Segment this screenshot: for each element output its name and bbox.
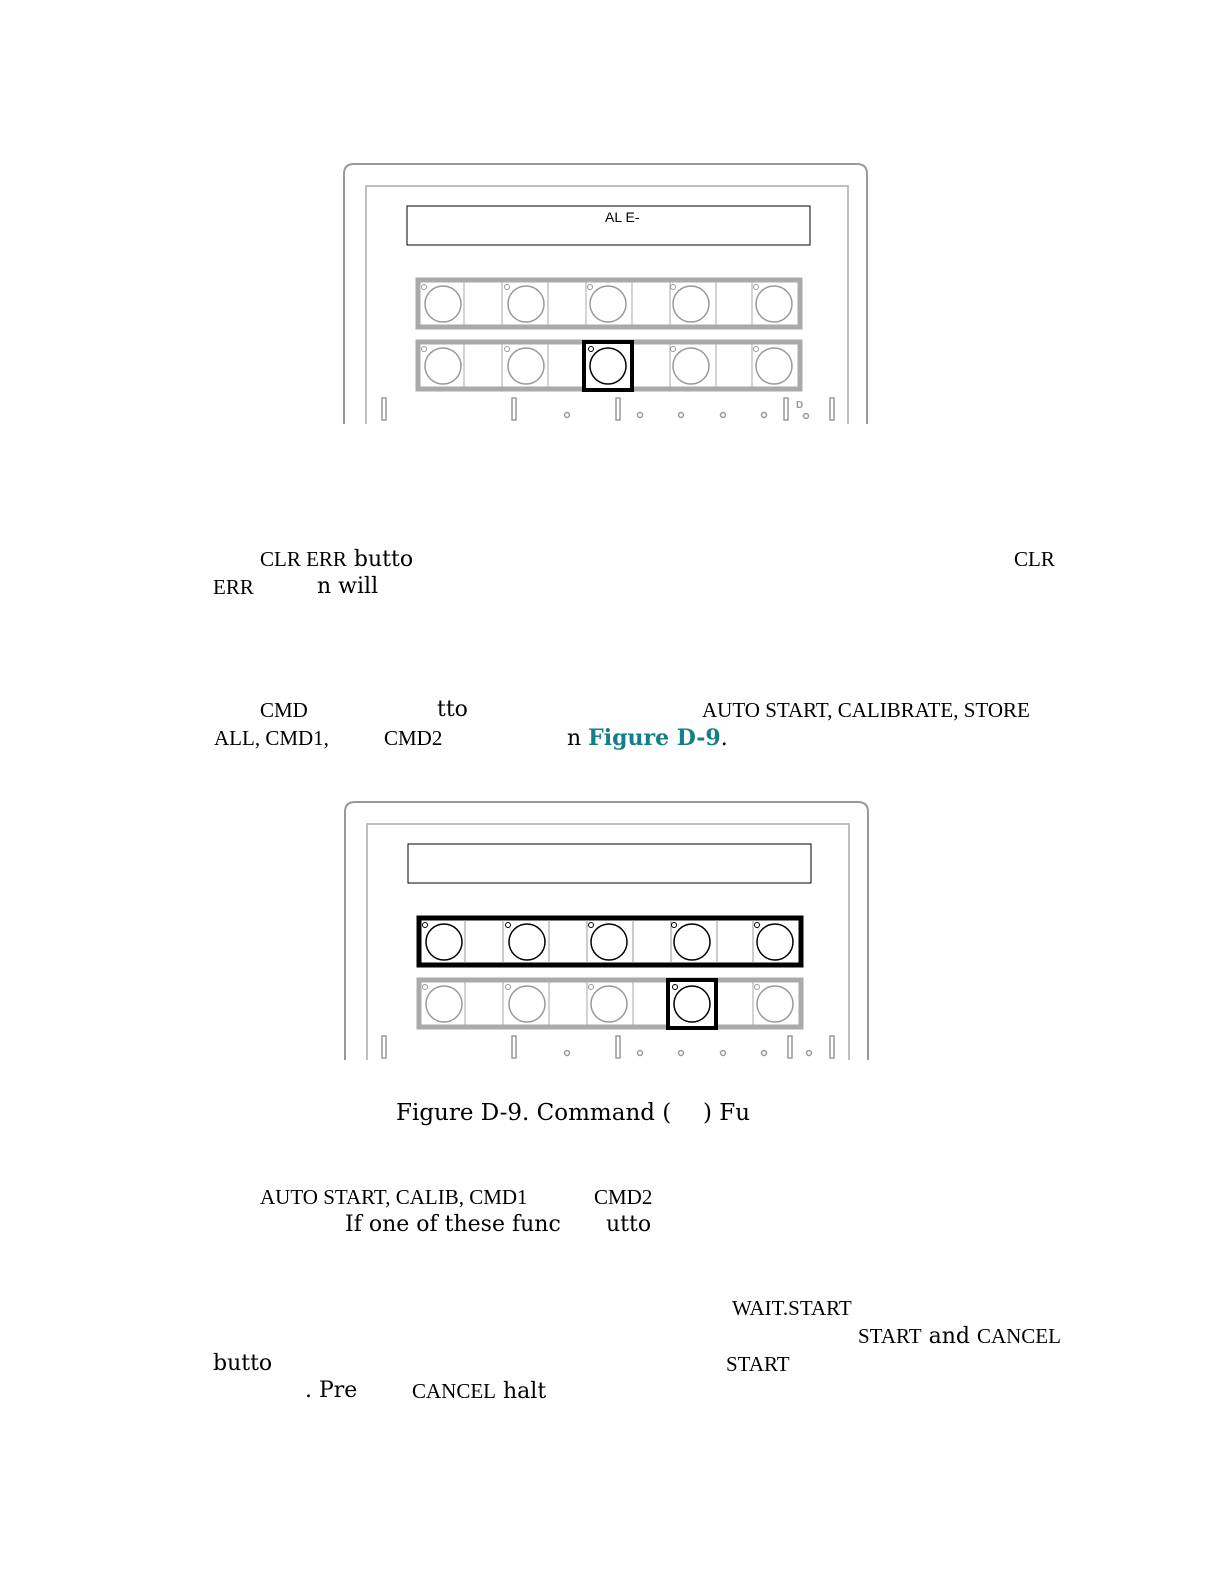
panel-button xyxy=(508,286,544,322)
button-row-top xyxy=(418,280,800,327)
clr-err-line-2-a: ERR xyxy=(213,575,254,599)
wait-line-4-a: . Pre xyxy=(305,1378,358,1403)
clr-err-button-highlight xyxy=(584,342,632,390)
lcd-display xyxy=(408,844,811,883)
panel-button xyxy=(757,924,793,960)
panel-button xyxy=(673,348,709,384)
figure-d9-caption-a: Figure D-9. Command ( xyxy=(396,1100,672,1126)
lcd-text: AL E- xyxy=(605,209,640,225)
lower-indicators xyxy=(382,398,834,420)
panel-button xyxy=(426,986,462,1022)
auto-line-1-a: AUTO START, CALIB, CMD1 xyxy=(260,1185,528,1209)
button-row-bottom xyxy=(418,342,800,390)
cmd-line-1-b: tto xyxy=(437,697,468,722)
front-panel-figure-2 xyxy=(341,798,873,1064)
panel-button xyxy=(508,348,544,384)
wait-line-3-a: butto xyxy=(213,1351,273,1376)
panel-button xyxy=(591,924,627,960)
cmd-line-2-c: n Figure D-9. xyxy=(567,725,728,751)
clr-err-line-1: CLR ERR butto xyxy=(260,547,414,572)
panel-button xyxy=(509,986,545,1022)
wait-line-2: START and CANCEL xyxy=(858,1324,1061,1349)
panel-button xyxy=(509,924,545,960)
wait-line-1: WAIT.START xyxy=(732,1296,852,1320)
panel-button xyxy=(426,924,462,960)
clr-err-line-2-b: n will xyxy=(317,574,379,599)
front-panel-figure-1 xyxy=(340,160,872,428)
auto-line-2-b: utto xyxy=(606,1212,652,1237)
panel-button xyxy=(591,986,627,1022)
panel-button xyxy=(756,286,792,322)
cmd-line-1-a: CMD xyxy=(260,698,308,722)
auto-line-1-b: CMD2 xyxy=(594,1185,653,1209)
panel-button xyxy=(425,286,461,322)
clr-err-line-1-right: CLR xyxy=(1014,547,1055,571)
figure-d9-caption-b: ) Fu xyxy=(703,1100,751,1126)
panel-button xyxy=(425,348,461,384)
cmd-button-highlight xyxy=(668,980,716,1028)
panel-button xyxy=(673,286,709,322)
panel-button xyxy=(674,924,710,960)
panel-button xyxy=(757,986,793,1022)
lower-indicators xyxy=(382,1036,834,1058)
indicator-label-d: D xyxy=(796,400,804,411)
cmd-line-2-a: ALL, CMD1, xyxy=(214,726,329,750)
cmd-line-2-b: CMD2 xyxy=(384,726,443,750)
wait-line-3-b: START xyxy=(726,1352,790,1376)
panel-button xyxy=(590,286,626,322)
figure-d9-link[interactable]: Figure D-9 xyxy=(588,725,721,751)
panel-button xyxy=(756,348,792,384)
cmd-line-1-c: AUTO START, CALIBRATE, STORE xyxy=(702,698,1030,722)
button-row-top-highlight xyxy=(419,918,801,965)
button-row-bottom xyxy=(419,980,801,1028)
wait-line-4-b: CANCEL halt xyxy=(412,1379,547,1404)
auto-line-2-a: If one of these func xyxy=(345,1212,561,1237)
